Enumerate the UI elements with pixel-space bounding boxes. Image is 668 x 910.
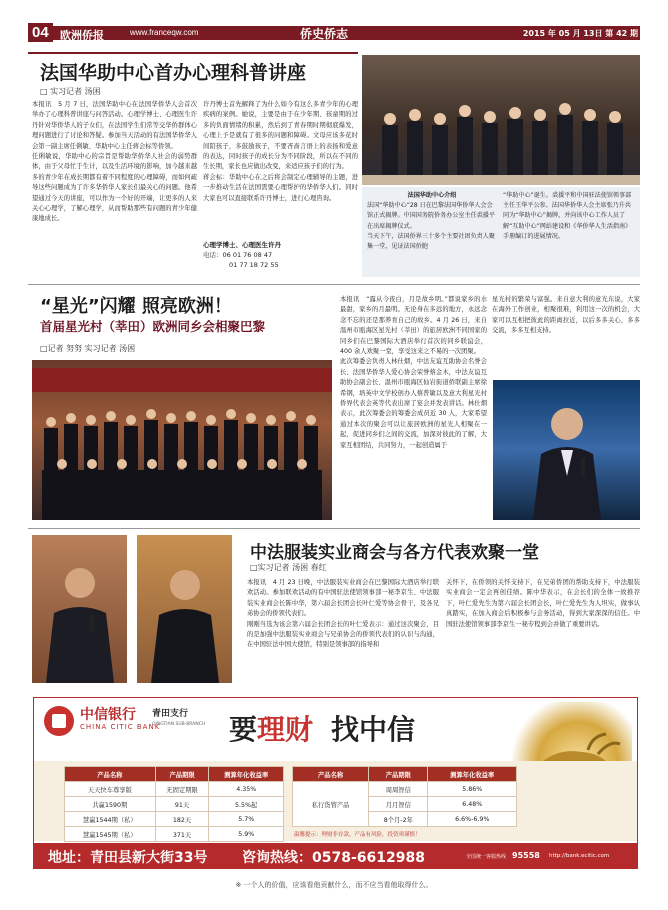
article2-column1: 本报讯 “露从今夜白，月是故乡明。”都说家乡的水最甜，家乡的月最明。无论身在多远的地方，永远念念不忘的还是那养育自己的故乡。4 月 26 日，来自温州市瓯海区星光村（莘田）的旅居欧洲不同国家的同乡们在巴黎国际大酒店举行首次的同乡联谊会，400 余人欢聚一堂，享受这来之不易的一次团聚。 此次筹委会负责人林仕烟，中法友谊互助协会名誉会长、法国华侨华人爱心协会荣誉蔡金木，中法友谊互助协会副会长、温州市瓯海区仙岩街道侨联副主席徐希钢，培英中文学校创办人蔡普敏以及意大利星光村侨界代表会英等代表出席了宴会并发表讲话。林仕烟表示，此次筹委会的筹委会成员近 30 人，大家希望通过本次的聚会可以让旅居欧洲的星光人相聚在一起，促进同乡们之间的交流，加深对彼此的了解，大家互相团结，共同努力，一起创造属于: [340, 296, 487, 449]
citic-logo-icon: [44, 706, 74, 736]
website-url[interactable]: www.franceqw.com: [130, 28, 199, 37]
product-term: 182天: [155, 812, 209, 827]
footer-quote: ※ 一个人的价值，应该看他贡献什么，而不应当看他取得什么。: [235, 881, 433, 889]
bank-advertisement[interactable]: [33, 697, 638, 869]
table1-header: 测算年化收益率: [209, 767, 284, 782]
group-photo-figures: [362, 55, 640, 185]
product-yield: 4.35%: [209, 782, 284, 797]
slogan-part-1: 要: [229, 713, 258, 746]
section-title: 侨史侨志: [300, 27, 349, 41]
speaker-left-figure: [32, 535, 127, 683]
article1-caption-box: [362, 187, 640, 277]
product-term: 91天: [155, 797, 209, 812]
branch-name: 青田支行: [152, 709, 189, 719]
table-row: [65, 797, 284, 812]
table-row: [65, 827, 284, 842]
table-row: [65, 782, 284, 797]
product-group: 私行货管产品: [293, 782, 369, 827]
article3-title: 中法服装实业商会与各方代表欢聚一堂: [250, 543, 539, 563]
table1-header: 产品期限: [155, 767, 209, 782]
product-yield: 6.48%: [428, 797, 517, 812]
bank-name: 中信银行: [80, 707, 136, 723]
contact-name: 心理学博士、心理医生许丹: [203, 241, 281, 249]
article2-subtitle: 首届星光村（莘田）欧洲同乡会相聚巴黎: [40, 319, 266, 334]
table1-header: 产品名称: [65, 767, 156, 782]
national-hotline-label: 全国统一客服热线: [466, 854, 507, 860]
article1-contact: [203, 240, 358, 270]
article3-byline: □实习记者 汤困 春红: [250, 563, 327, 572]
speaker-right-figure: [137, 535, 232, 683]
table2-header: 产品期限: [369, 767, 428, 782]
phone-1: 06 01 76 08 47: [222, 251, 273, 259]
article2-title: “星光”闪耀 照亮欧洲！: [40, 296, 232, 317]
article1-title: 法国华助中心首办心理科普讲座: [40, 62, 307, 84]
product-term: 371天: [155, 827, 209, 842]
slogan-part-3: 找中信: [331, 713, 416, 746]
product-term: 8个月-2年: [369, 812, 428, 827]
table2-header: 测算年化收益率: [428, 767, 517, 782]
slogan-part-2: 理财: [257, 713, 314, 746]
article2-column2: 星光村的繁荣与富强。来自意大利的意光东说，大家在海外工作创业，相聚很难，利用这一次的机会，大家可以互相把彼此的距离拉近，以后多多关心，多多交流，多多互相支持。: [492, 296, 640, 335]
caption-text-1: 法国“华助中心”28 日在巴黎法国华侨华人会会馆正式揭牌。中国国务院侨务办公室主任裘援平在出席揭牌仪式。 当天下午，法国侨界三十多个主要社团负责人聚集一堂，见证法国侨胞: [367, 202, 495, 251]
branch-name-en: QINGTIAN SUB-BRANCH: [152, 722, 206, 727]
table-row: [293, 782, 517, 797]
table2-header: 产品名称: [293, 767, 369, 782]
phone-2: 01 77 18 72 55: [229, 261, 279, 269]
product-term: 月月智信: [369, 797, 428, 812]
article1-byline: □ 实习记者 汤困: [40, 87, 101, 96]
article3-column2: 关怀下，在侨领的关怀支持下，在兄弟侨团的帮助支持下，中法服装实业商会一定会再创佳绩。陈中华表示，在会长们的全体一致推荐下，叶仁爱先生为第六届会长团会长，叶仁爱先生为人坦实，做事认真踏实，在加入商会后积极参与会务活动，得到大家深深的信任。中国驻法使馆领事部李京生一秘专程到会并做了重要讲话。: [446, 579, 640, 628]
article1-column1: 本报讯 5 月 7 日，法国华助中心在法国华侨华人会首次举办了心理科普讲座与问答活动。心理学博士、心理医生许丹针对华侨华人的子女们，在法国学生们常等交华侨群体心理问题进行了讨论和答疑。参加当天活动的有法国华侨华人会第一副主席任俐敏、华助中心主任蒋会标等侨领。 任俐敏说，华助中心的宗旨是帮助华侨华人社会的弱势群体，由于父母忙于生计，以及生活环境的影响，加今越来越多的青少年在成长期都有着不同程度的心理障碍，而如何疏导这些问题成为了许多华侨华人家长们最关心的问题。他希望通过今天的讲座，可以作为一个好的开端，让更多的人来关心心理学，了解心理学，从而帮助那些有问题的青少年健康地成长。: [32, 101, 197, 223]
speaker-figure: [493, 380, 640, 520]
table2-header-row: [293, 767, 517, 782]
national-hotline[interactable]: 95558: [512, 851, 540, 860]
ad-slogan: [229, 708, 415, 748]
article1-column2: 许丹博士首先解释了为什么如今有这么多青少年的心理疾病的案例。她说，主要是由于在少年期、孩童期的过多的负面情绪的积累，然后到了青春期时期彻底爆发，心理上予是就有了很多的问题和障碍。文母应该多花时间陪孩子，多鼓励孩子，不要吝啬言语上的表扬和爱意的表达，同时孩子的成长分为不同阶段，所以在不同的生长期，家长也应做出改变，来适应孩子们的行为。 蒋会标：华助中心在之后将会制定心理辅导的主题，进一步推动生活在法国需要心理帮护的华侨华人们。同时大家也可以直接联系许丹博士，进行心理咨询。: [203, 101, 358, 202]
table1-header-row: [65, 767, 284, 782]
bank-name-en: CHINA CITIC BANK: [80, 723, 161, 731]
product-table-2: [292, 766, 517, 827]
caption-text-2: “华助中心”诞生。裘援平和中国驻法使馆领事部主任王华平公参、法国华侨华人会主席张乃升共同为“华助中心”揭牌，并向该中心工作人员了解“互助中心”网站建设和《华侨华人生活指南》手册编订的进展情况。: [503, 192, 632, 240]
phone-label: 电话：: [203, 251, 223, 259]
product-name: 共赢1590期: [65, 797, 156, 812]
page-number: 04: [28, 23, 53, 42]
branch-hotline[interactable]: 咨询热线：0578-6612988: [242, 850, 425, 866]
product-name: 天天快车尊享版: [65, 782, 156, 797]
speaker-photo: [493, 380, 640, 520]
group-photo-1: [362, 55, 640, 185]
table-row: [65, 812, 284, 827]
group-photo-2: [32, 360, 332, 520]
risk-warning: 温馨提示：理财非存款，产品有风险，投资须谨慎！: [294, 832, 421, 838]
speaker-photo-right: [137, 535, 232, 683]
article3-column1: 本报讯 4 月 23 日晚，中法服装实业商会在巴黎国际大酒店举行联欢活动。参加联欢活动的有中国驻法使馆领事部一秘李京生、中法服装实业商会长陈中华，第六届会长团会长叶仁爱等协会骨干，及各兄弟协会的侨领代表们。 刚刚当选为该会第六届会长团会长的叶仁爱表示：通过这次聚会，目的是加强中法服装实业商会与兄弟协会的侨领代表们的认识与沟通，在中国驻法中国大使馆，特别是领事部的指导和: [247, 579, 439, 649]
article2-byline: □记者 努努 实习记者 汤困: [40, 344, 136, 353]
article2-rule: [28, 284, 640, 285]
branch-address: 地址：青田县新大街33号: [48, 850, 208, 866]
product-table-1: [64, 766, 284, 842]
product-yield: 5.9%: [209, 827, 284, 842]
product-name: 慧赢1544期（私）: [65, 812, 156, 827]
product-name: 慧赢1545期（私）: [65, 827, 156, 842]
product-yield: 5.86%: [428, 782, 517, 797]
article1-rule: [28, 52, 358, 54]
product-term: 周周智信: [369, 782, 428, 797]
issue-date: 2015 年 05 月 13日 第 42 期: [522, 29, 638, 38]
product-yield: 5.5%起: [209, 797, 284, 812]
product-yield: 5.7%: [209, 812, 284, 827]
newspaper-logo: 欧洲侨报: [60, 29, 104, 42]
speaker-photo-left: [32, 535, 127, 683]
product-term: 无固定期限: [155, 782, 209, 797]
product-yield: 6.6%-6.9%: [428, 812, 517, 827]
group-photo-2-figures: [32, 360, 332, 520]
article3-rule: [28, 528, 640, 529]
bank-website[interactable]: http://bank.ecitic.com: [549, 853, 610, 859]
caption-title: 法国华助中心介绍: [407, 192, 457, 199]
